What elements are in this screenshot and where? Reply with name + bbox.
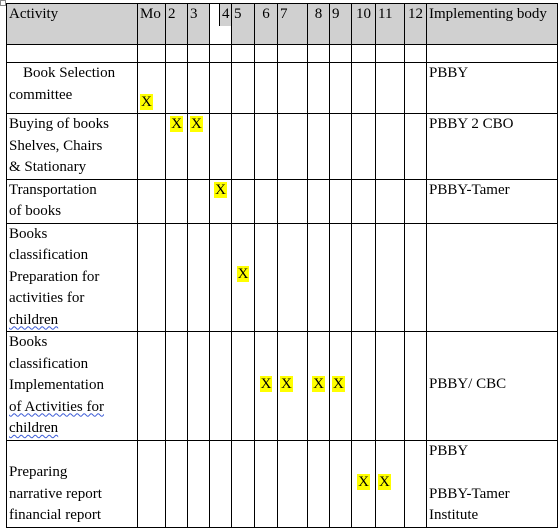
mark-month-4: X <box>215 181 226 198</box>
mark-month-8: X <box>313 376 324 392</box>
table-row <box>7 114 558 180</box>
activity-cell: Book Selection committee <box>7 63 138 114</box>
month-header-11: 11 <box>376 4 405 45</box>
month-header-10: 10 <box>352 4 376 45</box>
activity-cell: Books classification Preparation for activities for children <box>7 223 138 332</box>
mark-month-9: X <box>333 376 344 392</box>
activity-schedule-table <box>6 3 558 528</box>
month-header-4-cell <box>210 4 232 45</box>
implementing-body-cell: PBBY PBBY-Tamer Institute <box>427 440 558 527</box>
month-header-9: 9 <box>330 4 352 45</box>
mark-month-2: X <box>171 116 182 132</box>
mark-month-7: X <box>281 376 292 392</box>
mark-month-5: X <box>237 265 249 282</box>
spellcheck-word: children <box>9 420 59 436</box>
month-header-1: Mo <box>138 4 166 45</box>
activity-cell: Preparing narrative report financial report <box>7 440 138 527</box>
implementing-body-header: Implementing body <box>427 4 558 45</box>
mark-month-3: X <box>191 116 202 132</box>
month-header-3: 3 <box>188 4 210 45</box>
table-row <box>7 440 558 527</box>
implementing-body-cell: PBBY-Tamer <box>427 179 558 223</box>
activity-header: Activity <box>7 4 138 45</box>
activity-cell: Transportation of books <box>7 179 138 223</box>
spellcheck-word: children <box>9 311 59 328</box>
implementing-body-cell: PBBY <box>427 63 558 114</box>
month-header-12: 12 <box>405 4 427 45</box>
implementing-body-cell: PBBY 2 CBO <box>427 114 558 180</box>
mark-month-1: X <box>141 93 152 110</box>
month-header-6: 6 <box>255 4 278 45</box>
implementing-body-cell <box>427 223 558 332</box>
table-row <box>7 223 558 332</box>
mark-month-6: X <box>260 376 272 392</box>
table-row <box>7 332 558 441</box>
mark-month-11: X <box>379 473 390 490</box>
spellcheck-phrase: of Activities for <box>9 398 104 415</box>
activity-cell: Books classification Implementation of Activities for children <box>7 332 138 441</box>
spacer-row <box>7 45 558 63</box>
month-header-4: 4 <box>219 4 231 26</box>
activity-cell: Buying of books Shelves, Chairs & Stationary <box>7 114 138 180</box>
header-row <box>7 4 558 45</box>
month-header-7: 7 <box>278 4 308 45</box>
month-header-5: 5 <box>232 4 255 45</box>
implementing-body-cell: PBBY/ CBC <box>427 332 558 441</box>
month-header-8: 8 <box>308 4 330 45</box>
month-header-2: 2 <box>166 4 188 45</box>
mark-month-10: X <box>358 473 369 490</box>
table-row <box>7 179 558 223</box>
table-row <box>7 63 558 114</box>
